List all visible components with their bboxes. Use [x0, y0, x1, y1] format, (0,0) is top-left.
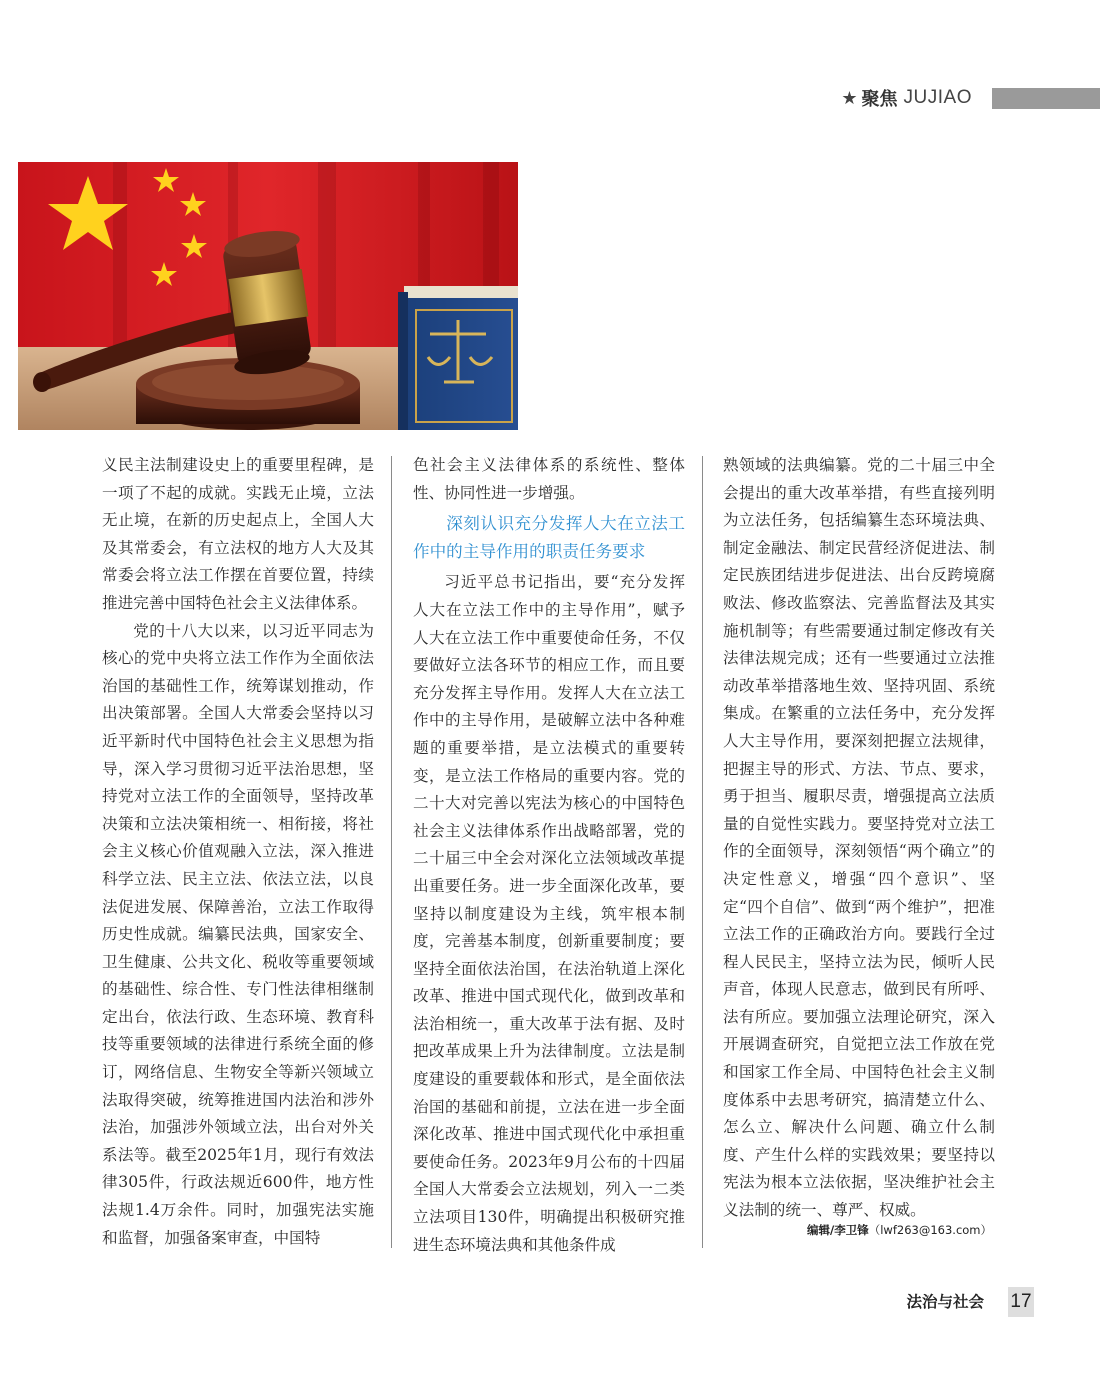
paragraph: 党的十八大以来，以习近平同志为核心的党中央将立法工作作为全面依法治国的基础性工作，统筹谋划推动，作出决策部署。全国人大常委会坚持以习近平新时代中国特色社会主义思想为指导，深入学习贯彻习近平法治思想，坚持党对立法工作的全面领导，坚持改革决策和立法决策相统一、相衔接，将社会主义核心价值观融入立法，深入推进科学立法、民主立法、依法立法，以良法促进发展、保障善治，立法工作取得历史性成就。编纂民法典，国家安全、卫生健康、公共文化、税收等重要领域的基础性、综合性、专门性法律相继制定出台，依法行政、生态环境、教育科技等重要领域的法律进行系统全面的修订，网络信息、生物安全等新兴领域立法取得突破，统筹推进国内法治和涉外法治，加强涉外领域立法，出台对外关系法等。截至2025年1月，现行有效法律305件，行政法规近600件，地方性法规1.4万余件。同时，加强宪法实施和监督，加强备案审查，中国特 — [102, 621, 374, 1247]
editor-email: （lwf263@163.com） — [868, 1223, 992, 1237]
header-bar — [992, 88, 1100, 109]
article-column-3 — [723, 452, 995, 1225]
column-divider — [702, 456, 703, 1248]
section-title-cn: 聚焦 — [861, 89, 898, 110]
magazine-title: 法治与社会 — [906, 1293, 984, 1311]
paragraph: 习近平总书记指出，要“充分发挥人大在立法工作中的主导作用”，赋予人大在立法工作中重要使命任务，不仅要做好立法各环节的相应工作，而且要充分发挥主导作用。发挥人大在立法工作中的主导作用，是破解立法中各种难题的重要举措，是立法模式的重要转变，是立法工作格局的重要内容。党的二十大对完善以宪法为核心的中国特色社会主义法律体系作出战略部署，党的二十届三中全会对深化立法领域改革提出重要任务。进一步全面深化改革，要坚持以制度建设为主线，筑牢根本制度，完善基本制度，创新重要制度；要坚持全面依法治国，在法治轨道上深化改革、推进中国式现代化，做到改革和法治相统一，重大改革于法有据、及时把改革成果上升为法律制度。立法是制度建设的重要载体和形式，是全面依法治国的基础和前提，立法在进一步全面深化改革、推进中国式现代化中承担重要使命任务。2023年9月公布的十四届全国人大常委会立法规划，列入一二类立法项目130件，明确提出积极研究推进生态环境法典和其他条件成 — [413, 573, 685, 1254]
editor-credit — [807, 1222, 992, 1238]
section-title-en: JUJIAO — [903, 87, 972, 108]
column-divider — [391, 456, 392, 1248]
star-icon: ★ — [841, 87, 858, 109]
paragraph: 熟领域的法典编纂。党的二十届三中全会提出的重大改革举措，有些直接列明为立法任务，包括编纂生态环境法典、制定金融法、制定民营经济促进法、制定民族团结进步促进法、出台反跨境腐败法、修改监察法、完善监督法及其实施机制等；有些需要通过制定修改有关法律法规完成；还有一些要通过立法推动改革举措落地生效、坚持巩固、系统集成。在繁重的立法任务中，充分发挥人大主导作用，要深刻把握立法规律，把握主导的形式、方法、节点、要求，勇于担当、履职尽责，增强提高立法质量的自觉性实践力。要坚持党对立法工作的全面领导，深刻领悟“两个确立”的决定性意义，增强“四个意识”、坚定“四个自信”、做到“两个维护”，把准立法工作的正确政治方向。要践行全过程人民民主，坚持立法为民，倾听人民声音，体现人民意志，做到民有所呼、法有所应。要加强立法理论研究，深入开展调查研究，自觉把立法工作放在党和国家工作全局、中国特色社会主义制度体系中去思考研究，搞清楚立什么、怎么立、解决什么问题、确立什么制度、产生什么样的实践效果；要坚持以宪法为根本立法依据，坚决维护社会主义法制的统一、尊严、权威。 — [723, 456, 995, 1220]
section-header — [841, 86, 1100, 110]
paragraph: 义民主法制建设史上的重要里程碑，是一项了不起的成就。实践无止境，立法无止境，在新的历史起点上，全国人大及其常委会，有立法权的地方人大及其常委会将立法工作摆在首要位置，持续推进完善中国特色社会主义法律体系。 — [102, 456, 374, 612]
article-column-1 — [102, 452, 374, 1252]
flag-gavel-law-book-photo — [18, 162, 518, 430]
paragraph: 色社会主义法律体系的系统性、整体性、协同性进一步增强。 — [413, 456, 685, 502]
article-column-2 — [413, 452, 685, 1259]
editor-name: 编辑/李卫锋 — [807, 1223, 869, 1237]
page-number: 17 — [1008, 1287, 1034, 1317]
section-subheading: 深刻认识充分发挥人大在立法工作中的主导作用的职责任务要求 — [413, 514, 685, 561]
